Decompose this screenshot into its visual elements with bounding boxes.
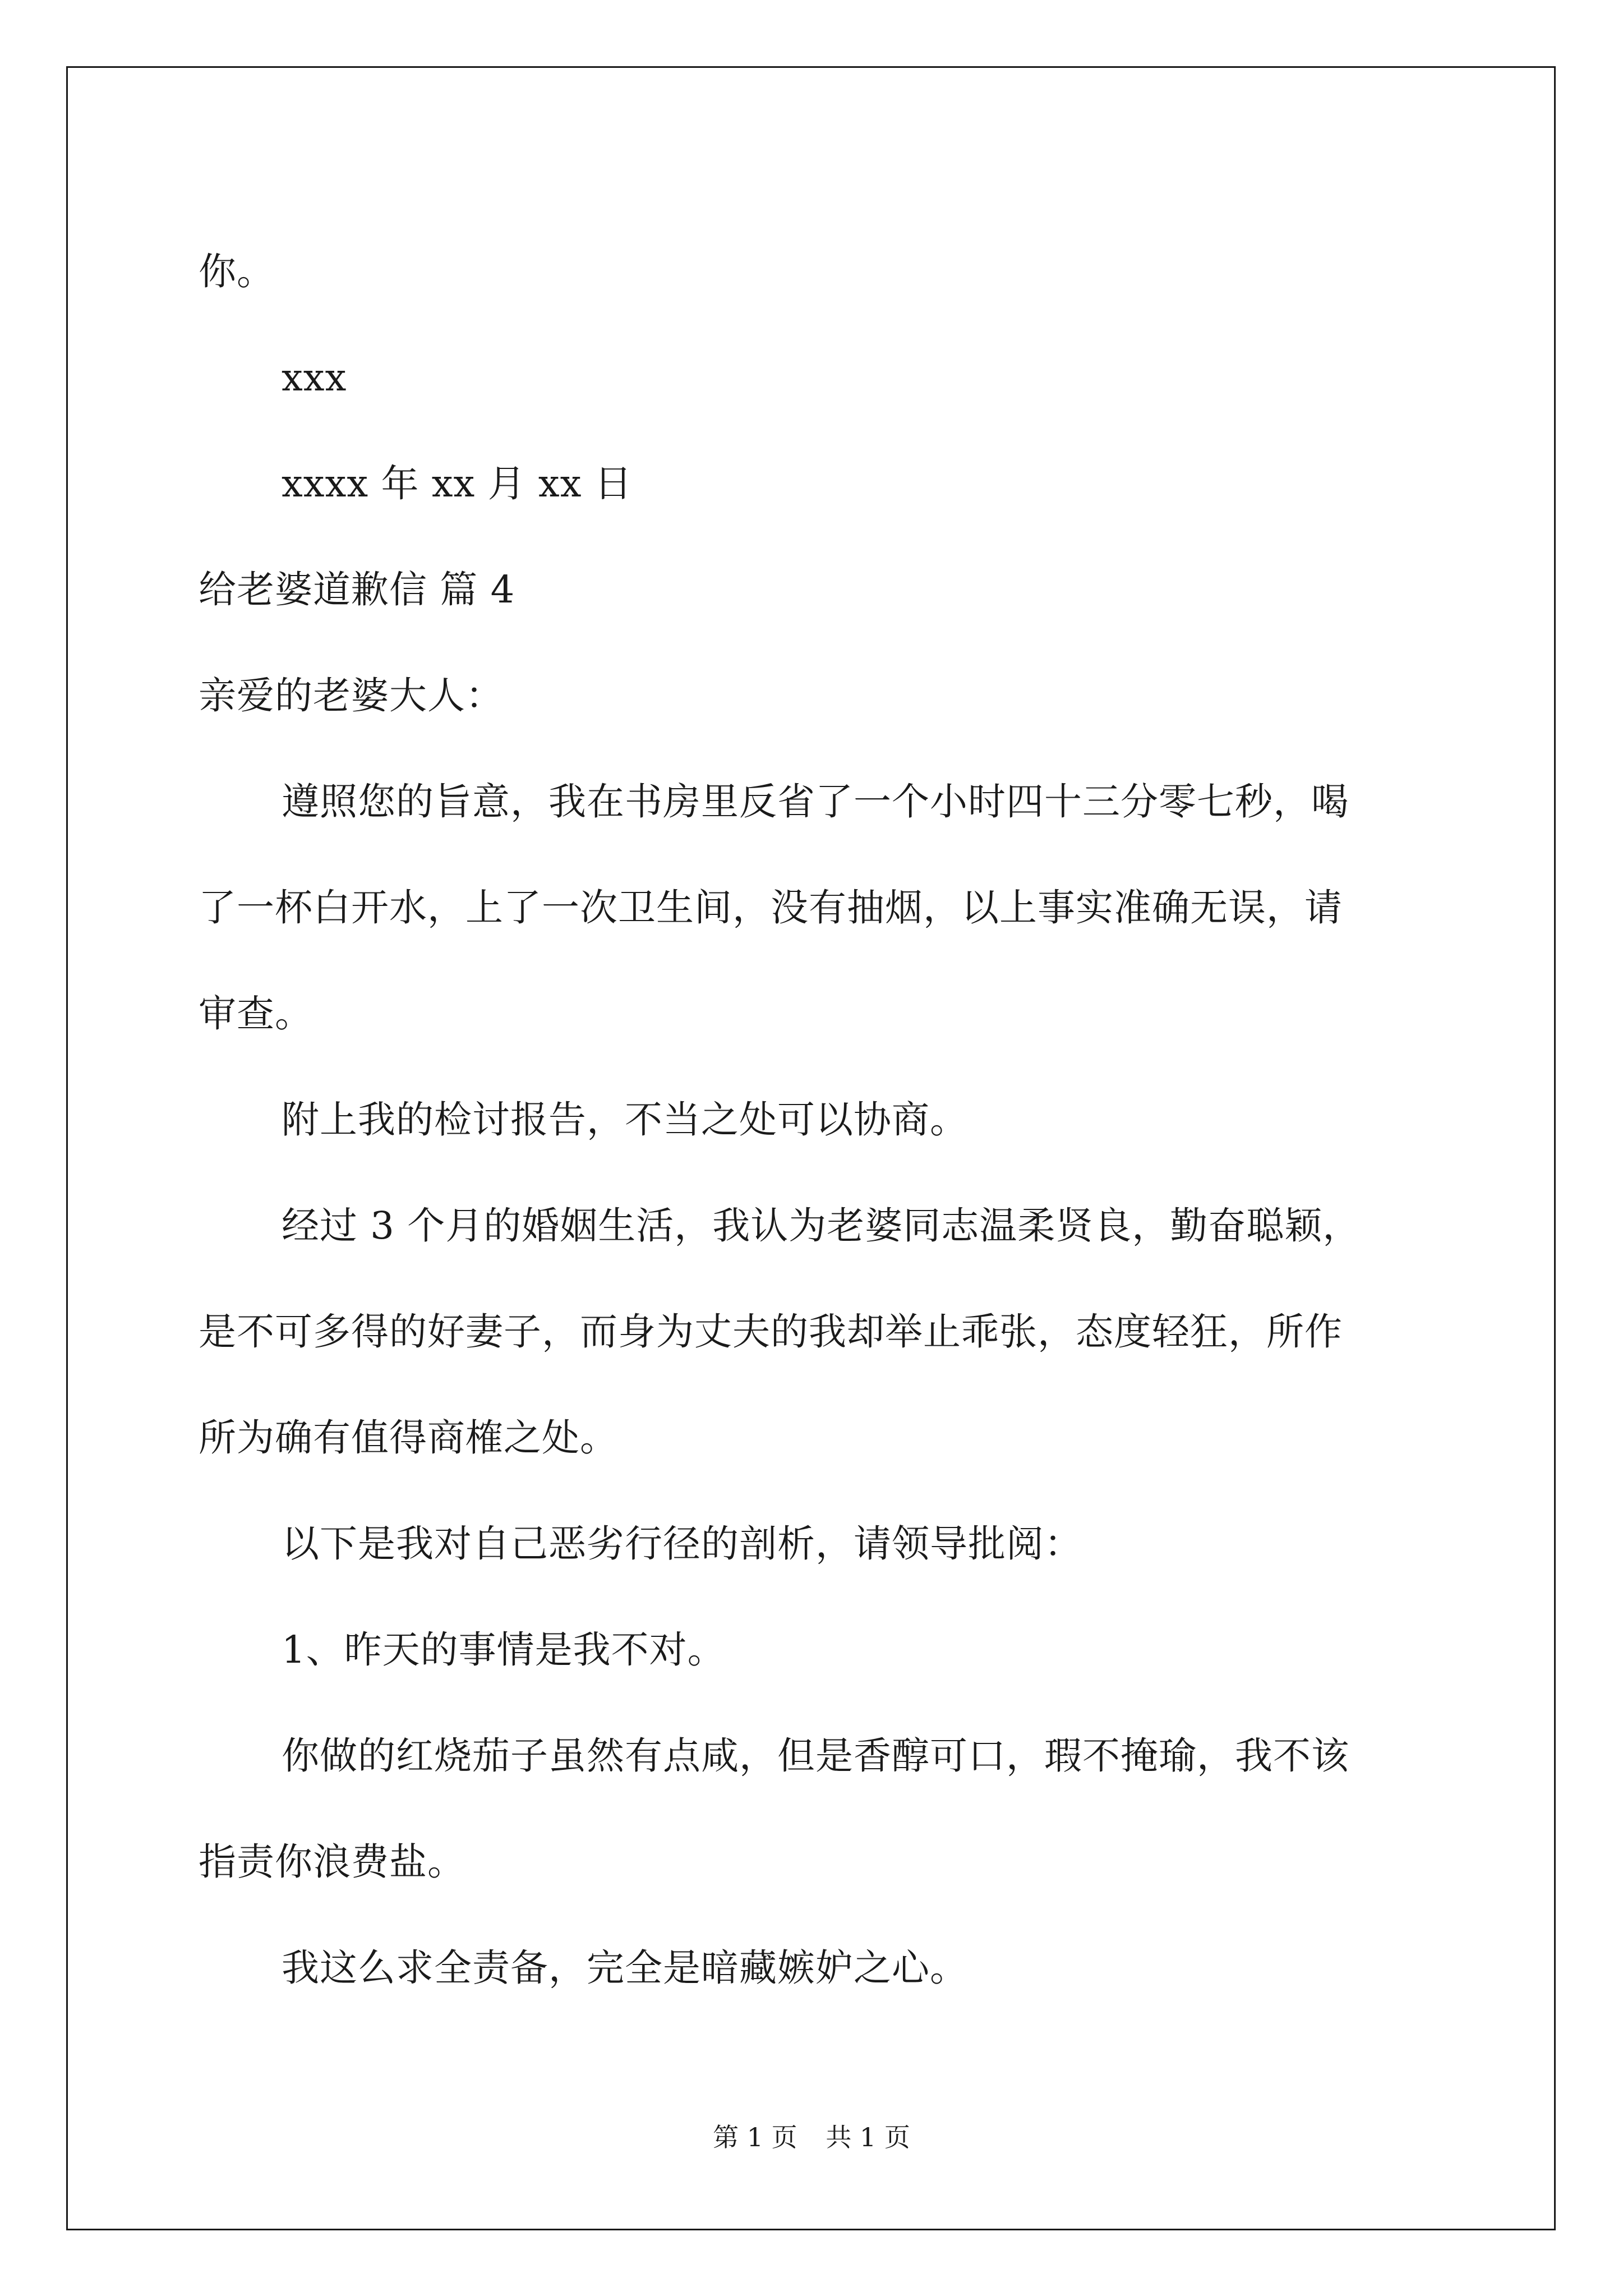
salutation: 亲爱的老婆大人： <box>199 674 504 717</box>
paragraph-line: 以下是我对自己恶劣行径的剖析，请领导批阅： <box>282 1522 1082 1566</box>
page-footer <box>0 2120 1623 2154</box>
signature-name: xxx <box>282 356 347 399</box>
paragraph-line: 审查。 <box>199 992 313 1036</box>
paragraph-line: 经过 3 个月的婚姻生活，我认为老婆同志温柔贤良，勤奋聪颖， <box>282 1204 1361 1248</box>
document-body <box>199 219 1427 2021</box>
section-title: 给老婆道歉信 篇 4 <box>199 568 515 611</box>
signature-date: xxxx 年 xx 月 xx 日 <box>282 462 633 505</box>
text-line: 你。 <box>199 250 275 293</box>
paragraph-line: 是不可多得的好妻子，而身为丈夫的我却举止乖张，态度轻狂，所作 <box>199 1310 1343 1354</box>
paragraph-line: 所为确有值得商榷之处。 <box>199 1416 618 1460</box>
paragraph-line: 你做的红烧茄子虽然有点咸，但是香醇可口，瑕不掩瑜，我不该 <box>282 1734 1349 1778</box>
paragraph-line: 我这么求全责备，完全是暗藏嫉妒之心。 <box>282 1946 968 1990</box>
paragraph-line: 附上我的检讨报告，不当之处可以协商。 <box>282 1098 968 1142</box>
page-number-current: 第 1 页 <box>713 2122 797 2152</box>
paragraph-line: 遵照您的旨意，我在书房里反省了一个小时四十三分零七秒，喝 <box>282 780 1349 823</box>
page-number-total: 共 1 页 <box>826 2122 910 2152</box>
paragraph-line: 了一杯白开水，上了一次卫生间，没有抽烟，以上事实准确无误，请 <box>199 886 1343 930</box>
list-item: 1、昨天的事情是我不对。 <box>282 1628 726 1672</box>
paragraph-line: 指责你浪费盐。 <box>199 1840 465 1884</box>
